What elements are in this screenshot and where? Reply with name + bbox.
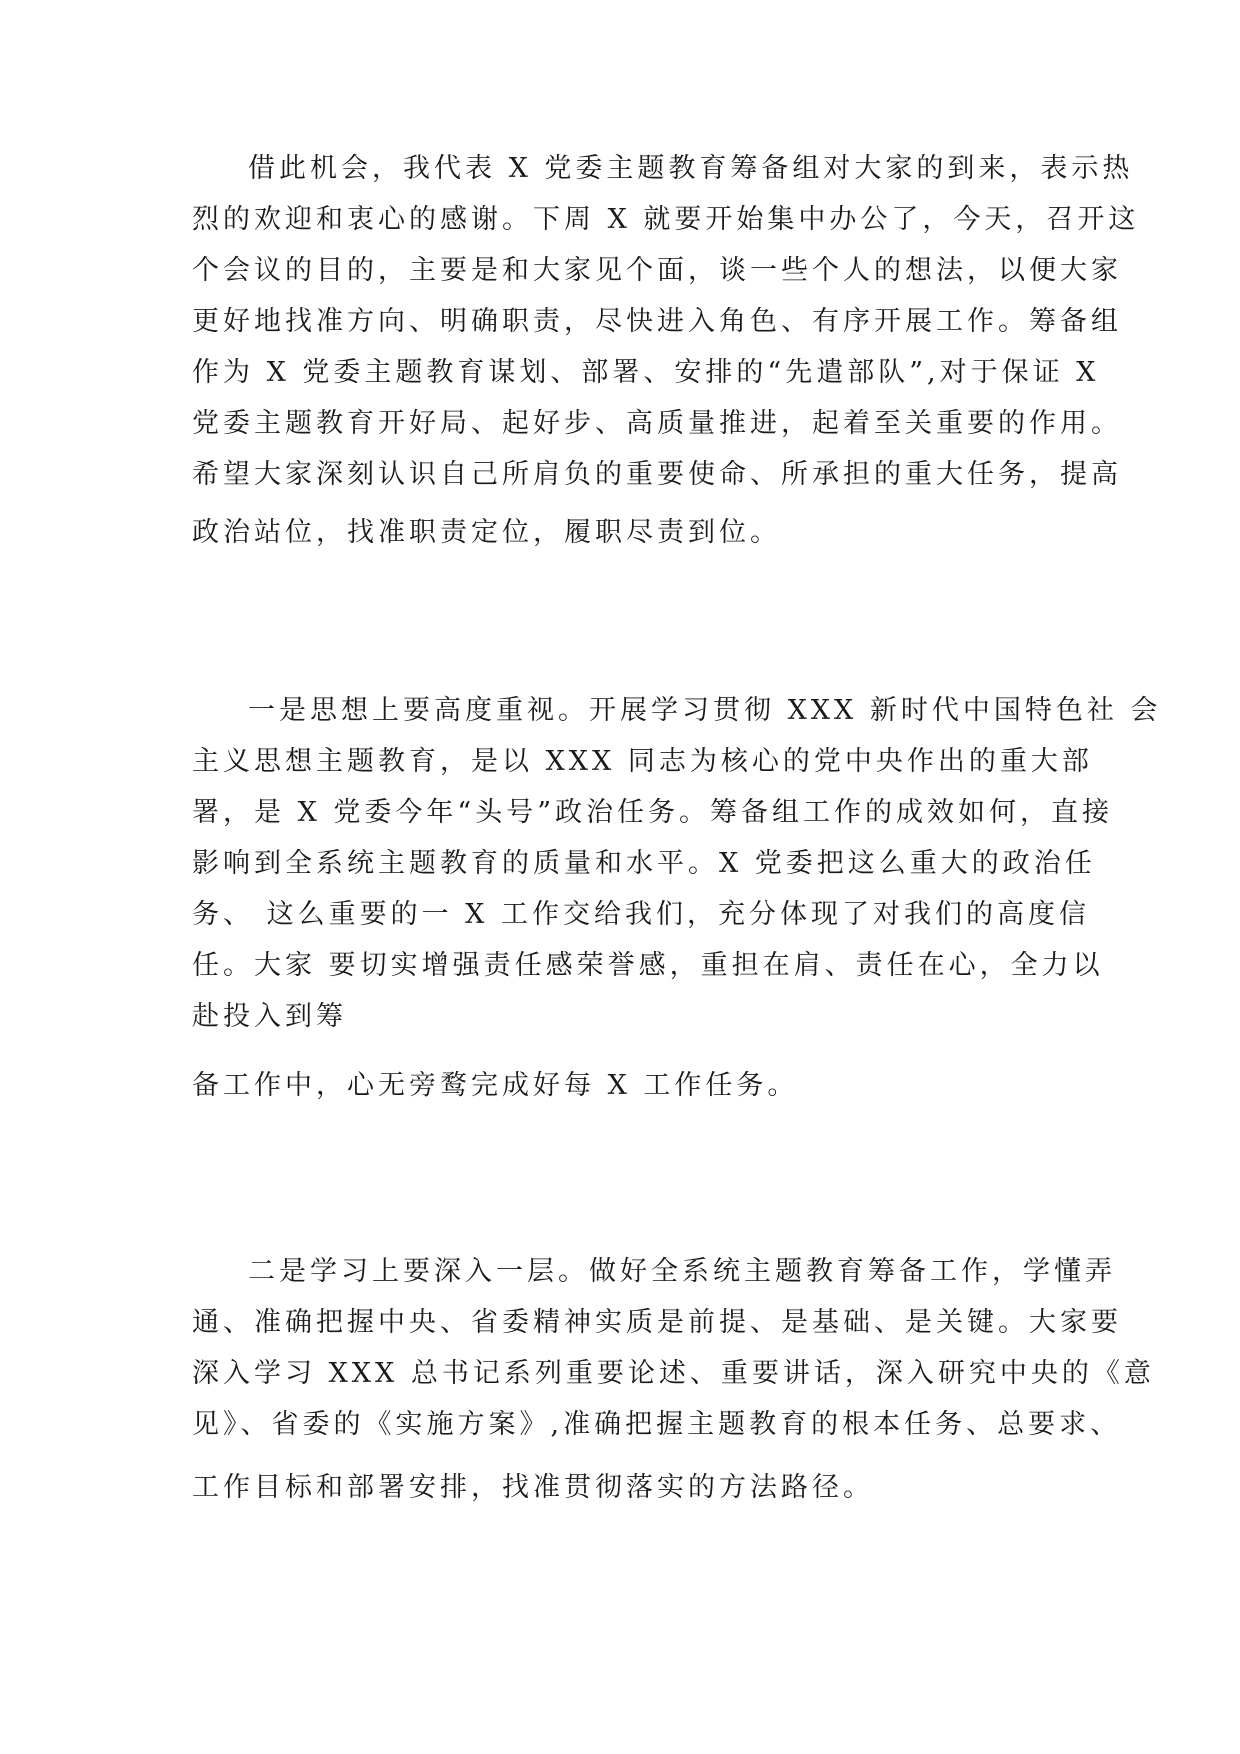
text-line: 一是思想上要高度重视。开展学习贯彻 XXX 新时代中国特色社 会 bbox=[248, 695, 1162, 726]
text-line: 借此机会，我代表 X 党委主题教育筹备组对大家的到来，表示热 bbox=[248, 153, 1134, 184]
text-line: 备工作中，心无旁鹜完成好每 X 工作任务。 bbox=[192, 1070, 799, 1101]
text-line: 党委主题教育开好局、起好步、高质量推进，起着至关重要的作用。 bbox=[192, 408, 1122, 439]
text-line: 见》、省委的《实施方案》,准确把握主题教育的根本任务、总要求、 bbox=[192, 1409, 1122, 1440]
text-line: 二是学习上要深入一层。做好全系统主题教育筹备工作，学懂弄 bbox=[248, 1256, 1116, 1287]
text-line: 更好地找准方向、明确职责，尽快进入角色、有序开展工作。筹备组 bbox=[192, 306, 1122, 337]
text-line: 政治站位，找准职责定位，履职尽责到位。 bbox=[192, 517, 781, 548]
text-line: 深入学习 XXX 总书记系列重要论述、重要讲话，深入研究中央的《意 bbox=[192, 1358, 1155, 1389]
text-line: 希望大家深刻认识自己所肩负的重要使命、所承担的重大任务，提高 bbox=[192, 459, 1122, 490]
text-line: 务、 这么重要的一 X 工作交给我们，充分体现了对我们的高度信 bbox=[192, 899, 1090, 930]
text-line: 影响到全系统主题教育的质量和水平。X 党委把这么重大的政治任 bbox=[192, 848, 1096, 879]
text-line: 赴投入到筹 bbox=[192, 1001, 347, 1032]
text-line: 通、准确把握中央、省委精神实质是前提、是基础、是关键。大家要 bbox=[192, 1307, 1122, 1338]
text-line: 烈的欢迎和衷心的感谢。下周 X 就要开始集中办公了，今天，召开这 bbox=[192, 204, 1140, 235]
text-line: 署，是 X 党委今年“头号”政治任务。筹备组工作的成效如何，直接 bbox=[192, 797, 1113, 828]
text-line: 主义思想主题教育，是以 XXX 同志为核心的党中央作出的重大部 bbox=[192, 746, 1093, 777]
text-line: 任。大家 要切实增强责任感荣誉感，重担在肩、责任在心，全力以 bbox=[192, 950, 1104, 981]
text-line: 作为 X 党委主题教育谋划、部署、安排的“先遣部队”,对于保证 X bbox=[192, 357, 1100, 388]
text-line: 个会议的目的，主要是和大家见个面，谈一些个人的想法，以便大家 bbox=[192, 255, 1122, 286]
text-line: 工作目标和部署安排，找准贯彻落实的方法路径。 bbox=[192, 1472, 874, 1503]
